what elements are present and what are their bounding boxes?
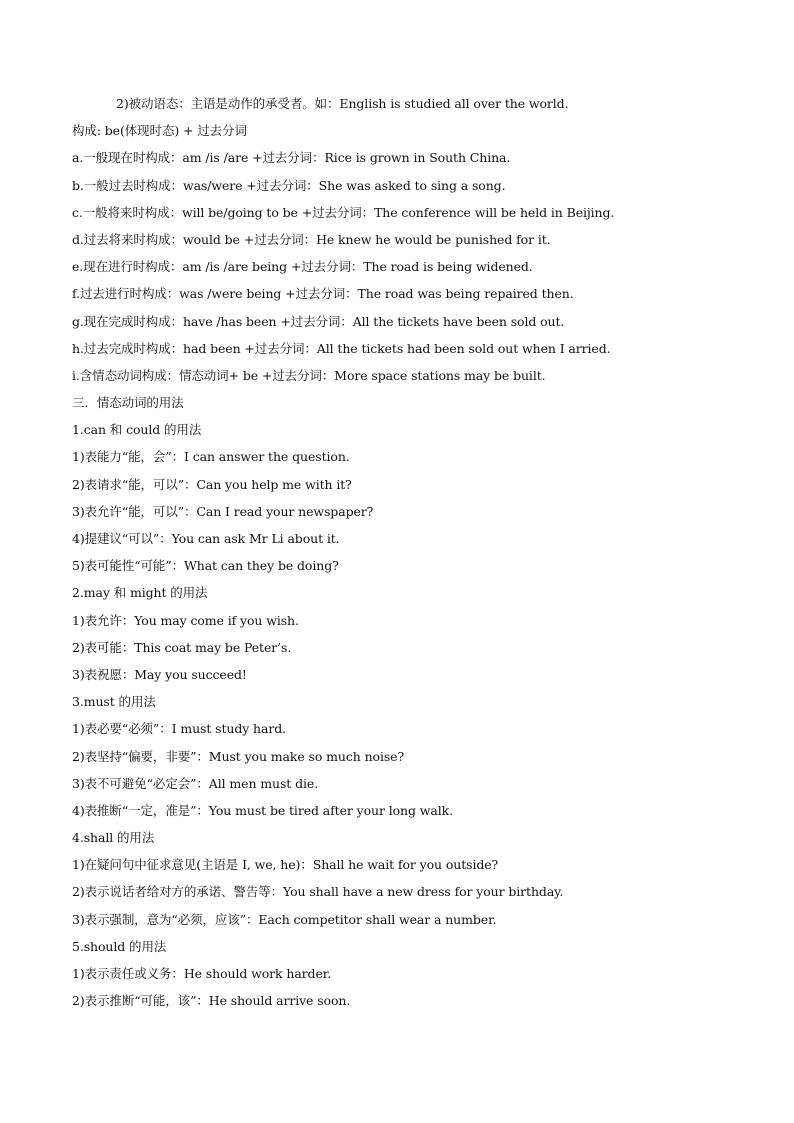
subheading-must: 3.must 的用法 [72, 694, 156, 710]
must-usage-1: 1)表必要“必须”：I must study hard. [72, 721, 287, 737]
shall-usage-3: 3)表示强制，意为“必须，应该”：Each competitor shall wear a number. [72, 911, 497, 927]
section-heading-modal-verbs: 三．情态动词的用法 [72, 395, 184, 411]
tense-line-i: i.含情态动词构成：情态动词+ be +过去分词：More space stations may be built. [72, 367, 546, 383]
subheading-may-might: 2.may 和 might 的用法 [72, 585, 208, 601]
can-usage-4: 4)提建议“可以”：You can ask Mr Li about it. [72, 531, 340, 546]
shall-usage-1: 1)在疑问句中征求意见(主语是 I, we, he)：Shall he wait for you outside? [72, 857, 499, 873]
tense-line-c: c.一般将来时构成：will be/going to be +过去分词：The conference will be held in Beijing. [72, 204, 615, 220]
tense-line-a: a.一般现在时构成：am /is /are +过去分词：Rice is grown in South China. [72, 150, 511, 166]
may-usage-3: 3)表祝愿：May you succeed! [72, 666, 247, 682]
may-usage-1: 1)表允许：You may come if you wish. [72, 612, 299, 628]
shall-usage-2: 2)表示说话者给对方的承诺、警告等：You shall have a new dress for your birthday. [72, 884, 564, 900]
must-usage-4: 4)表推断“一定，准是”：You must be tired after your long walk. [72, 802, 453, 818]
can-usage-2: 2)表请求“能，可以”：Can you help me with it? [72, 476, 352, 492]
passive-voice-definition: 2)被动语态：主语是动作的承受者。如：English is studied all over the world. [116, 96, 569, 111]
tense-line-g: g.现在完成时构成：have /has been +过去分词：All the tickets have been sold out. [72, 313, 565, 329]
can-usage-5: 5)表可能性“可能”：What can they be doing? [72, 558, 339, 574]
tense-line-f: f.过去进行时构成：was /were being +过去分词：The road was being repaired then. [72, 286, 574, 302]
may-usage-2: 2)表可能：This coat may be Peter’s. [72, 639, 292, 655]
can-usage-3: 3)表允许“能，可以”：Can I read your newspaper? [72, 503, 374, 519]
passive-voice-structure: 构成: be(体现时态) + 过去分词 [72, 123, 247, 139]
can-usage-1: 1)表能力“能，会”：I can answer the question. [72, 449, 350, 465]
tense-line-b: b.一般过去时构成：was/were +过去分词：She was asked to sing a song. [72, 177, 506, 193]
must-usage-3: 3)表不可避免“必定会”：All men must die. [72, 775, 319, 791]
must-usage-2: 2)表坚持“偏要，非要”：Must you make so much noise? [72, 748, 405, 764]
tense-line-d: d.过去将来时构成：would be +过去分词：He knew he would be punished for it. [72, 231, 551, 247]
subheading-should: 5.should 的用法 [72, 938, 167, 954]
subheading-can-could: 1.can 和 could 的用法 [72, 422, 202, 438]
document-body [72, 93, 732, 1017]
should-usage-2: 2)表示推断“可能，该”：He should arrive soon. [72, 993, 351, 1009]
should-usage-1: 1)表示责任或义务：He should work harder. [72, 966, 332, 981]
tense-line-h: h.过去完成时构成：had been +过去分词：All the tickets had been sold out when I arried. [72, 340, 611, 356]
subheading-shall: 4.shall 的用法 [72, 830, 155, 846]
tense-line-e: e.现在进行时构成：am /is /are being +过去分词：The road is being widened. [72, 259, 533, 275]
